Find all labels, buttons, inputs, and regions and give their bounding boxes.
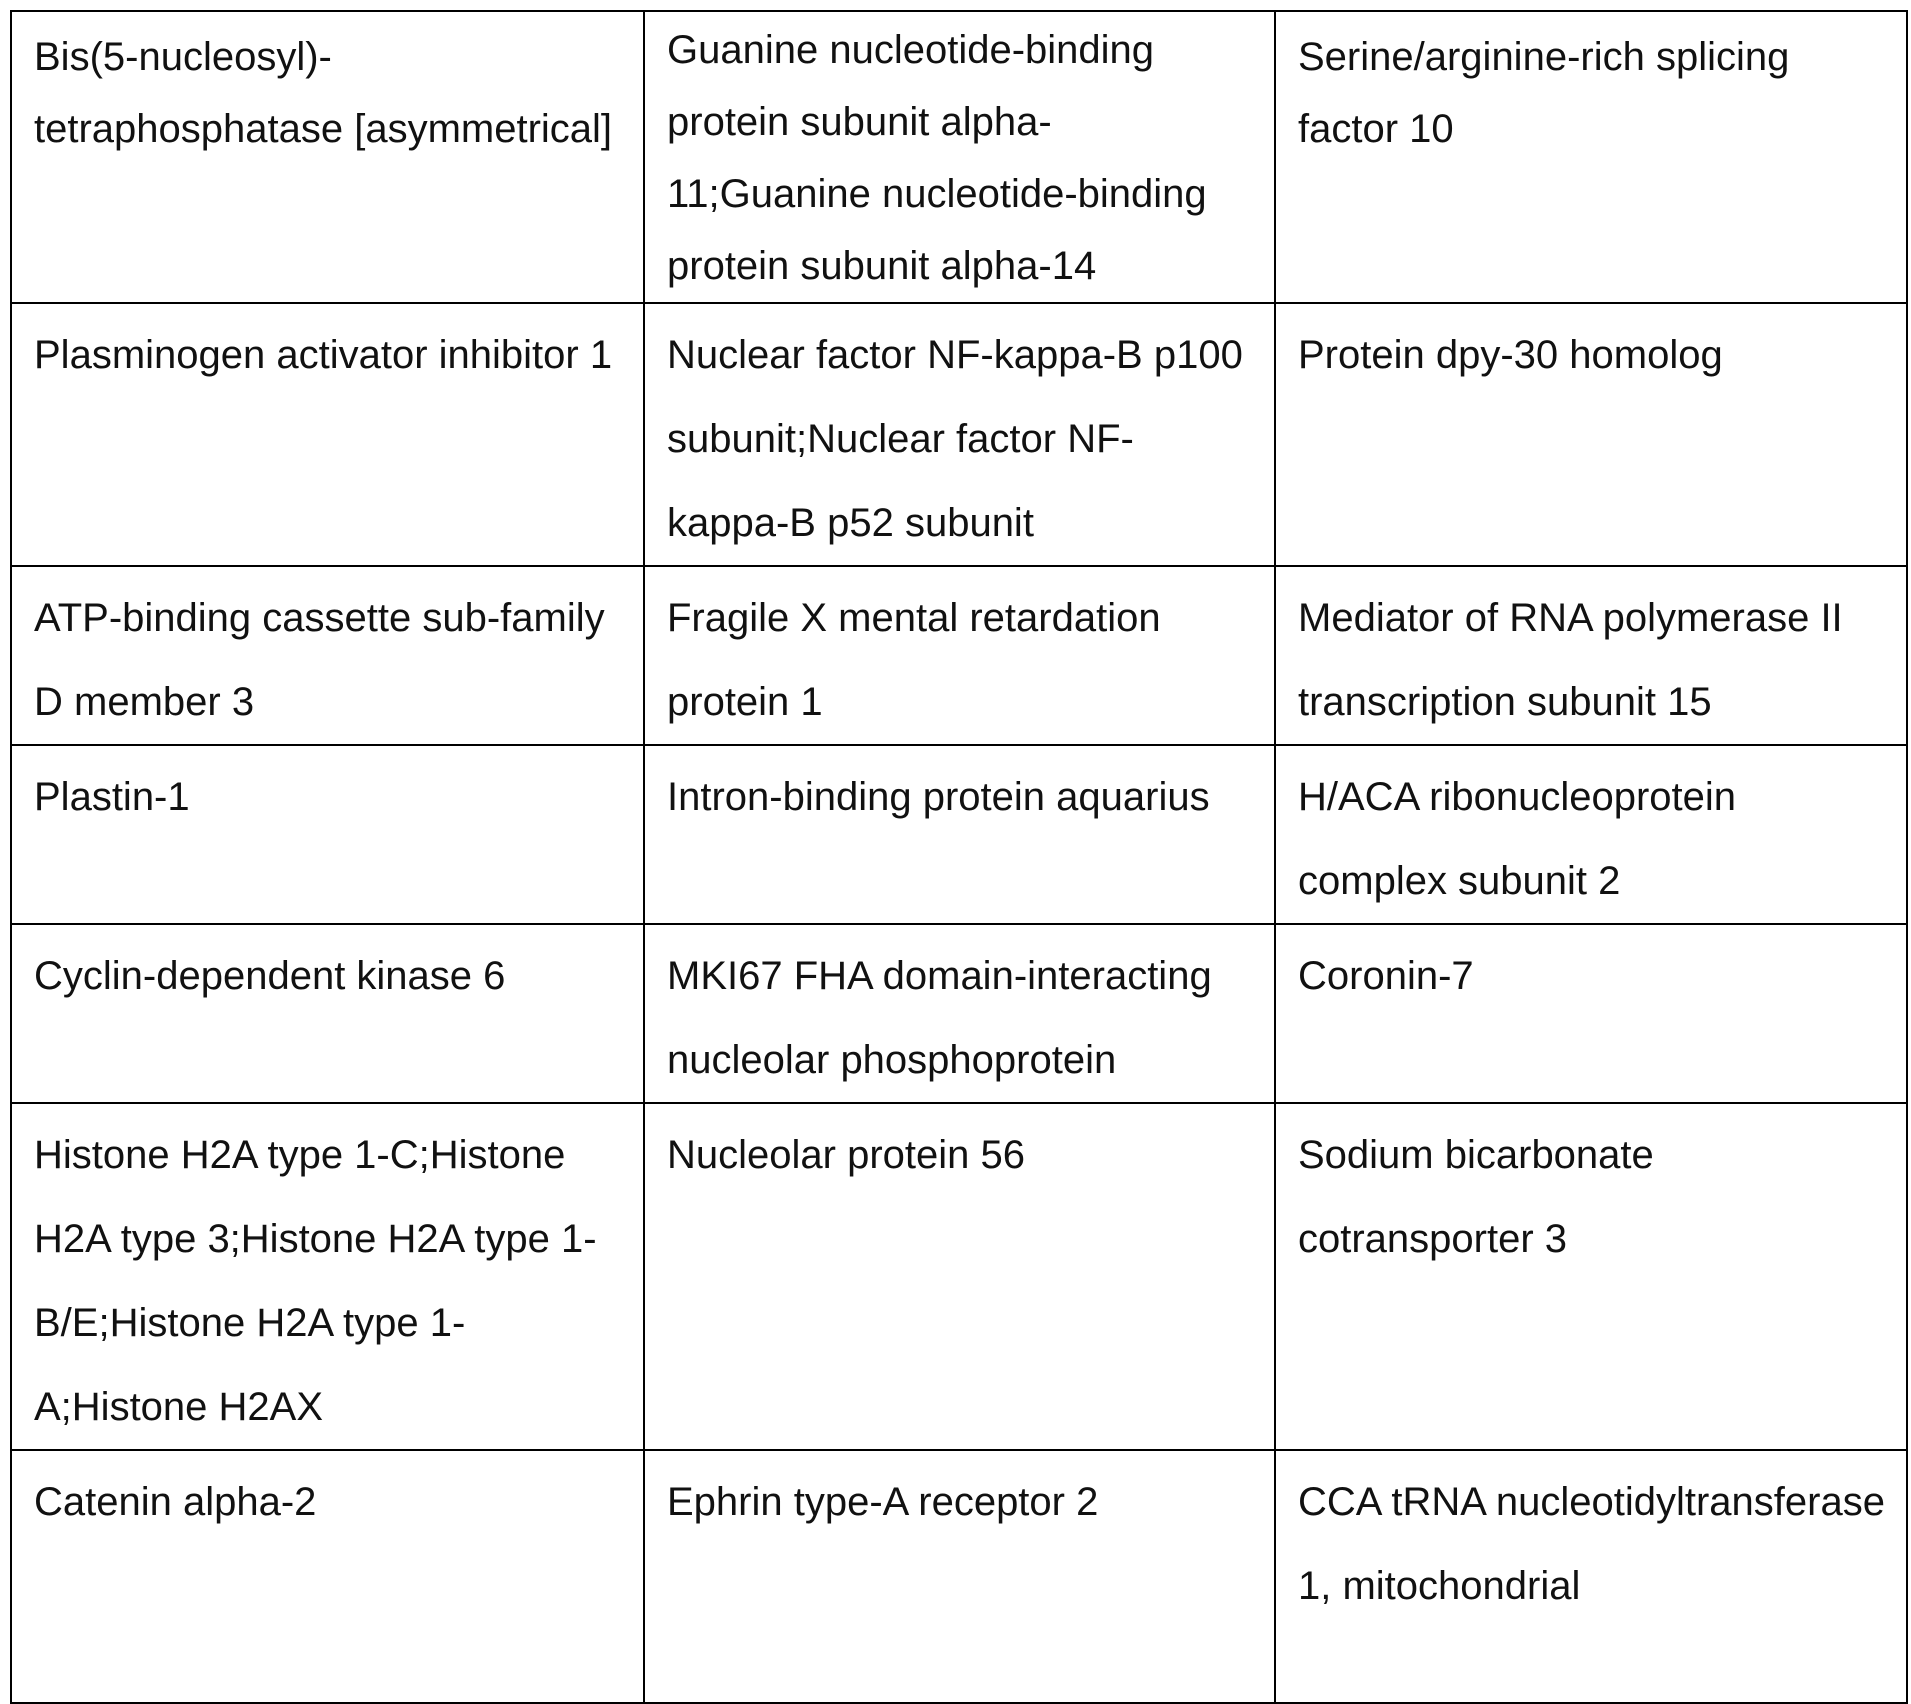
table-row [11, 1103, 1907, 1450]
cell-text: Protein dpy-30 homolog [1298, 313, 1886, 397]
cell-text: CCA tRNA nucleotidyltransferase 1, mitochondrial [1298, 1460, 1886, 1628]
cell-text: Cyclin-dependent kinase 6 [34, 934, 623, 1018]
table-row [11, 924, 1907, 1103]
table-cell [644, 566, 1275, 745]
table-cell [1275, 1103, 1907, 1450]
table-cell [11, 303, 644, 566]
table-cell [11, 1450, 644, 1703]
table-cell [644, 11, 1275, 303]
table-cell [11, 566, 644, 745]
table-cell [1275, 745, 1907, 924]
table-cell [1275, 566, 1907, 745]
table-row [11, 1450, 1907, 1703]
table-cell [644, 745, 1275, 924]
cell-text: Catenin alpha-2 [34, 1460, 623, 1544]
table-cell [11, 1103, 644, 1450]
table-row [11, 11, 1907, 303]
cell-text: MKI67 FHA domain-interacting nucleolar phosphoprotein [667, 934, 1254, 1102]
cell-text: Intron-binding protein aquarius [667, 755, 1254, 839]
table-cell [644, 1103, 1275, 1450]
protein-table [10, 10, 1908, 1704]
table-cell [1275, 1450, 1907, 1703]
table-row [11, 745, 1907, 924]
table-cell [11, 924, 644, 1103]
table-row [11, 566, 1907, 745]
table-cell [644, 303, 1275, 566]
table-cell [11, 745, 644, 924]
cell-text: Ephrin type-A receptor 2 [667, 1460, 1254, 1544]
cell-text: Nuclear factor NF-kappa-B p100 subunit;Nuclear factor NF-kappa-B p52 subunit [667, 313, 1254, 565]
table-cell [644, 1450, 1275, 1703]
cell-text: Histone H2A type 1-C;Histone H2A type 3;Histone H2A type 1-B/E;Histone H2A type 1-A;Histone H2AX [34, 1113, 623, 1449]
cell-text: Serine/arginine-rich splicing factor 10 [1298, 21, 1886, 165]
cell-text: Coronin-7 [1298, 934, 1886, 1018]
table-cell [11, 11, 644, 303]
table-cell [1275, 11, 1907, 303]
cell-text: Guanine nucleotide-binding protein subunit alpha-11;Guanine nucleotide-binding protein subunit alpha-14 [667, 14, 1254, 302]
table-cell [644, 924, 1275, 1103]
table-cell [1275, 924, 1907, 1103]
table-cell [1275, 303, 1907, 566]
cell-text: ATP-binding cassette sub-family D member 3 [34, 576, 623, 744]
cell-text: Mediator of RNA polymerase II transcription subunit 15 [1298, 576, 1886, 744]
cell-text: Plasminogen activator inhibitor 1 [34, 313, 623, 397]
cell-text: H/ACA ribonucleoprotein complex subunit 2 [1298, 755, 1886, 923]
cell-text: Sodium bicarbonate cotransporter 3 [1298, 1113, 1886, 1281]
cell-text: Bis(5-nucleosyl)-tetraphosphatase [asymmetrical] [34, 21, 623, 165]
cell-text: Fragile X mental retardation protein 1 [667, 576, 1254, 744]
table-row [11, 303, 1907, 566]
cell-text: Plastin-1 [34, 755, 623, 839]
cell-text: Nucleolar protein 56 [667, 1113, 1254, 1197]
